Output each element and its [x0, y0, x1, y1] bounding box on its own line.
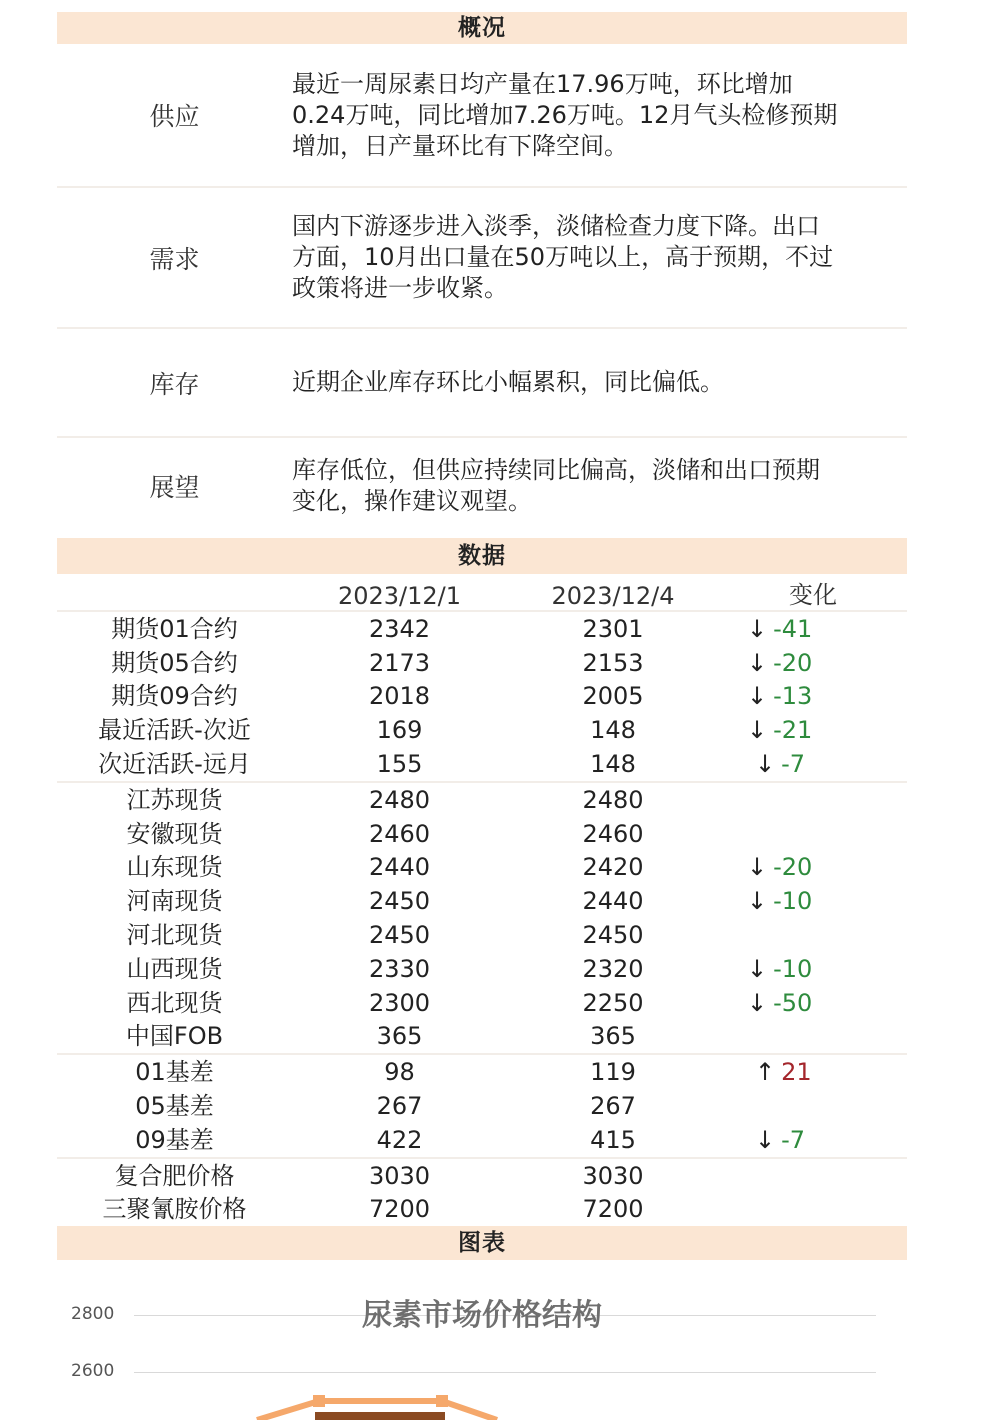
- table-row: [57, 952, 907, 986]
- overview-text-line: 国内下游逐步进入淡季，淡储检查力度下降。出口: [292, 212, 820, 240]
- change-indicator: [747, 886, 812, 916]
- row-name: 山东现货: [126, 853, 223, 882]
- value-date-2: 148: [590, 750, 636, 779]
- table-row: [57, 713, 907, 747]
- row-name: 安徽现货: [126, 819, 223, 848]
- row-name: 复合肥价格: [114, 1161, 235, 1190]
- report: [57, 12, 907, 1420]
- overview-row: [57, 188, 907, 329]
- row-name: 最近活跃-次近: [98, 716, 251, 745]
- series-marker: [436, 1395, 448, 1407]
- change-cell: [719, 886, 907, 916]
- overview-table: [57, 44, 907, 534]
- change-value: -10: [773, 954, 813, 983]
- table-row: [57, 747, 907, 781]
- arrow-up-icon: ↑: [755, 1058, 776, 1087]
- value-date-1: 3030: [368, 1161, 431, 1190]
- value-date-1: 2450: [368, 887, 431, 916]
- value-date-2: 119: [590, 1058, 636, 1087]
- change-cell: [719, 1057, 907, 1087]
- overview-text-line: 方面，10月出口量在50万吨以上，高于预期，不过: [292, 243, 834, 271]
- value-date-2: 2250: [582, 988, 644, 1017]
- overview-text: [292, 211, 907, 304]
- value-date-2: 415: [590, 1125, 636, 1154]
- chart-plot: [57, 1260, 907, 1420]
- value-date-2: 2440: [582, 887, 644, 916]
- change-value: -20: [773, 853, 813, 882]
- change-value: -7: [781, 750, 806, 779]
- table-row: [57, 783, 907, 817]
- row-name: 西北现货: [126, 988, 223, 1017]
- row-name: 09基差: [135, 1125, 214, 1154]
- table-row: [57, 1089, 907, 1123]
- overview-label: 展望: [149, 473, 200, 502]
- overview-text-line: 政策将进一步收紧。: [292, 274, 508, 302]
- value-date-2: 2460: [582, 819, 644, 848]
- row-name: 河南现货: [126, 887, 223, 916]
- header-date-1: 2023/12/1: [337, 582, 462, 610]
- table-row: [57, 1159, 907, 1193]
- change-indicator: [747, 681, 812, 711]
- value-date-2: 365: [590, 1022, 636, 1051]
- value-date-1: 2173: [368, 648, 431, 677]
- change-cell: [719, 715, 907, 745]
- value-date-2: 267: [590, 1092, 636, 1121]
- value-date-1: 2480: [368, 785, 431, 814]
- arrow-down-icon: ↓: [747, 716, 768, 745]
- data-header: 数据: [57, 538, 907, 574]
- change-value: -10: [773, 887, 813, 916]
- change-indicator: [747, 614, 812, 644]
- overview-label: 需求: [149, 244, 200, 274]
- overview-text-line: 近期企业库存环比小幅累积，同比偏低。: [292, 368, 724, 396]
- value-date-1: 2450: [368, 921, 431, 950]
- value-date-1: 2330: [368, 954, 431, 983]
- row-name: 05基差: [135, 1092, 214, 1121]
- value-date-1: 169: [376, 716, 423, 745]
- header-date-2: 2023/12/4: [551, 582, 675, 610]
- y-tick-label: 2600: [71, 1361, 115, 1382]
- change-cell: [719, 614, 907, 644]
- overview-text-line: 库存低位，但供应持续同比偏高，淡储和出口预期: [292, 456, 820, 484]
- chart-area: [57, 1260, 907, 1420]
- table-row: [57, 1123, 907, 1157]
- arrow-down-icon: ↓: [755, 1125, 776, 1154]
- row-name: 期货05合约: [111, 648, 238, 677]
- header-change: 变化: [789, 581, 837, 609]
- overview-text: [292, 69, 907, 162]
- series-bar-top: [315, 1412, 445, 1420]
- table-row: [57, 1193, 907, 1227]
- row-name: 期货01合约: [111, 614, 238, 643]
- change-cell: [719, 681, 907, 711]
- data-group: [57, 1055, 907, 1158]
- change-cell: [719, 648, 907, 678]
- data-table: [57, 612, 907, 1226]
- arrow-down-icon: ↓: [755, 750, 776, 779]
- value-date-1: 365: [376, 1022, 423, 1051]
- change-value: -21: [773, 716, 813, 745]
- value-date-1: 2300: [368, 988, 431, 1017]
- value-date-1: 2342: [368, 614, 431, 643]
- table-row: [57, 884, 907, 918]
- change-indicator: [747, 715, 812, 745]
- value-date-2: 2153: [582, 648, 644, 677]
- change-indicator: [747, 648, 812, 678]
- table-row: [57, 986, 907, 1020]
- table-row: [57, 817, 907, 851]
- change-indicator: [755, 749, 805, 779]
- value-date-2: 2420: [582, 853, 644, 882]
- overview-row: [57, 329, 907, 438]
- change-cell: [719, 1125, 907, 1155]
- arrow-down-icon: ↓: [747, 988, 768, 1017]
- row-name: 三聚氰胺价格: [102, 1195, 247, 1224]
- arrow-down-icon: ↓: [747, 648, 768, 677]
- table-row: [57, 612, 907, 646]
- arrow-down-icon: ↓: [747, 887, 768, 916]
- data-group: [57, 612, 907, 783]
- arrow-down-icon: ↓: [747, 614, 768, 643]
- y-tick-label: 2800: [71, 1304, 115, 1325]
- value-date-1: 98: [384, 1058, 415, 1087]
- table-row: [57, 646, 907, 680]
- table-row: [57, 1055, 907, 1089]
- data-group: [57, 783, 907, 1055]
- value-date-1: 422: [376, 1125, 423, 1154]
- overview-text-line: 增加，日产量环比有下降空间。: [292, 131, 628, 160]
- overview-row: [57, 438, 907, 534]
- table-row: [57, 680, 907, 714]
- change-cell: [719, 749, 907, 779]
- value-date-2: 2450: [582, 921, 644, 950]
- row-name: 江苏现货: [126, 785, 223, 814]
- value-date-1: 2440: [368, 853, 431, 882]
- data-column-headers: [57, 574, 907, 612]
- series-marker: [313, 1395, 325, 1407]
- overview-text: [292, 367, 907, 398]
- value-date-1: 2460: [368, 819, 431, 848]
- change-cell: [719, 988, 907, 1018]
- value-date-2: 2480: [582, 785, 644, 814]
- value-date-1: 267: [376, 1092, 423, 1121]
- overview-header: 概况: [57, 12, 907, 44]
- arrow-down-icon: ↓: [747, 853, 768, 882]
- row-name: 中国FOB: [125, 1022, 224, 1051]
- change-indicator: [747, 954, 812, 984]
- overview-text-line: 变化，操作建议观望。: [292, 487, 532, 515]
- change-cell: [719, 852, 907, 882]
- row-name: 山西现货: [126, 954, 223, 983]
- data-group: [57, 1159, 907, 1227]
- table-row: [57, 1020, 907, 1054]
- change-indicator: [747, 988, 812, 1018]
- row-name: 期货09合约: [111, 682, 238, 711]
- change-cell: [719, 954, 907, 984]
- table-row: [57, 918, 907, 952]
- table-row: [57, 851, 907, 885]
- row-name: 01基差: [135, 1058, 214, 1087]
- chart-title: 尿素市场价格结构: [362, 1298, 602, 1334]
- value-date-2: 2301: [582, 614, 644, 643]
- change-value: -41: [773, 614, 813, 643]
- overview-text-line: 0.24万吨，同比增加7.26万吨。12月气头检修预期: [292, 100, 838, 129]
- overview-label: 供应: [149, 102, 200, 131]
- change-indicator: [747, 852, 812, 882]
- row-name: 次近活跃-远月: [98, 750, 251, 779]
- change-value: -50: [773, 988, 813, 1017]
- overview-row: [57, 44, 907, 188]
- row-name: 河北现货: [126, 921, 223, 950]
- change-value: -7: [781, 1125, 806, 1154]
- change-value: -20: [773, 648, 813, 677]
- value-date-1: 155: [376, 750, 423, 779]
- overview-text: [292, 455, 907, 517]
- value-date-1: 2018: [368, 682, 431, 711]
- value-date-2: 7200: [582, 1195, 644, 1224]
- arrow-down-icon: ↓: [747, 682, 768, 711]
- value-date-2: 3030: [582, 1161, 644, 1190]
- change-value: 21: [781, 1058, 812, 1087]
- overview-label: 库存: [149, 369, 200, 399]
- value-date-2: 148: [590, 716, 636, 745]
- change-indicator: [755, 1125, 805, 1155]
- value-date-1: 7200: [368, 1195, 431, 1224]
- chart-header: 图表: [57, 1226, 907, 1260]
- change-indicator: [755, 1057, 812, 1087]
- value-date-2: 2005: [582, 682, 644, 711]
- value-date-2: 2320: [582, 954, 644, 983]
- overview-text-line: 最近一周尿素日均产量在17.96万吨，环比增加: [292, 69, 793, 98]
- arrow-down-icon: ↓: [747, 954, 768, 983]
- change-value: -13: [773, 682, 813, 711]
